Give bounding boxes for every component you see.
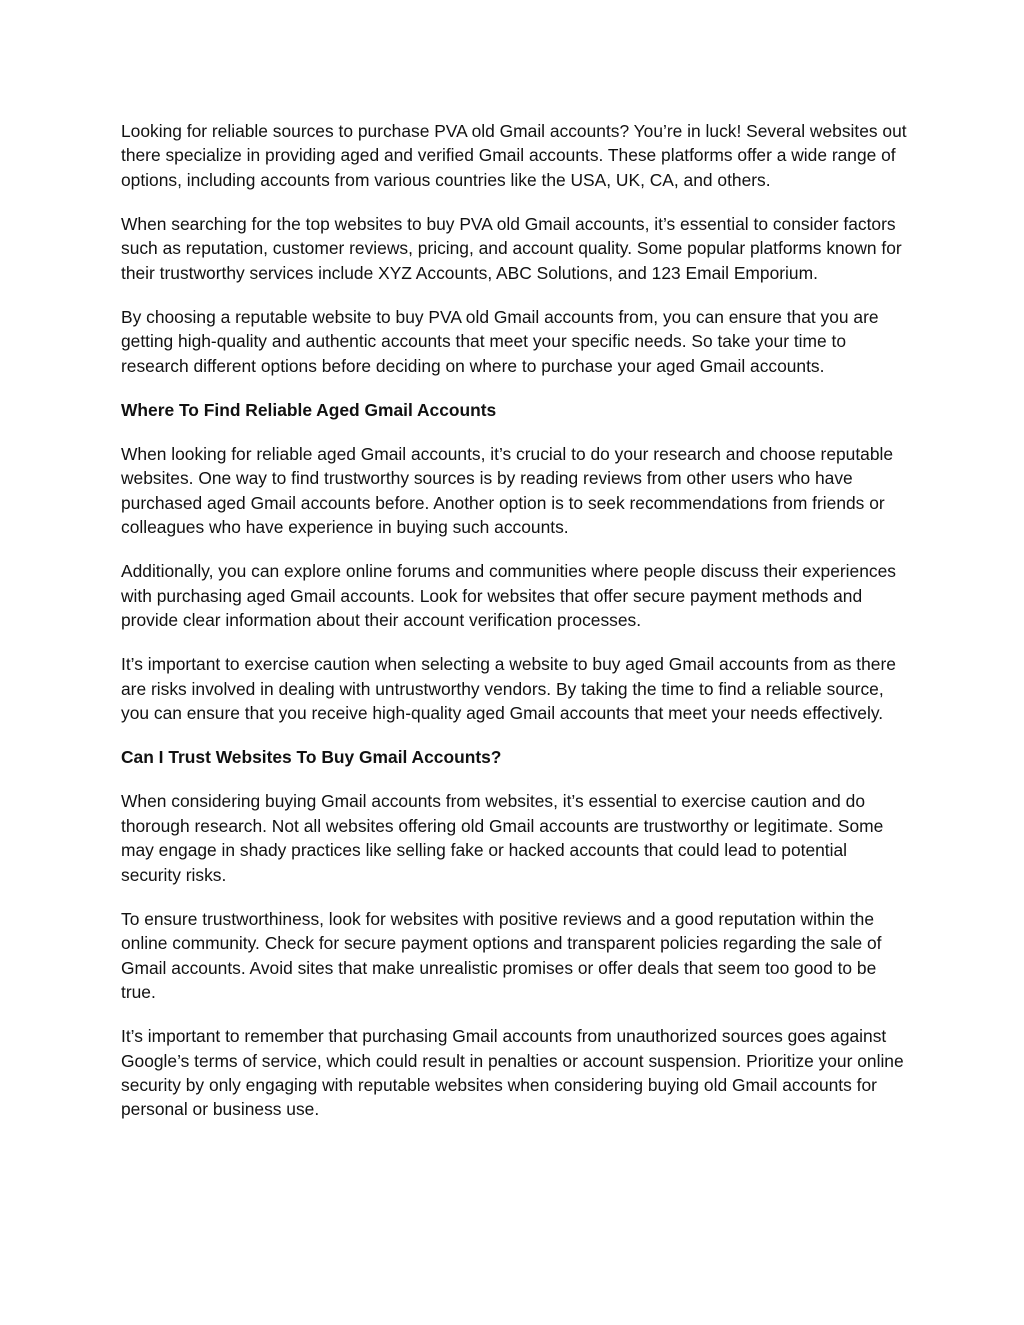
terms-of-service-paragraph: It’s important to remember that purchasing Gmail accounts from unauthorized sources goes against Google’s terms of service, which could result in penalties or account suspension. Prioritize your online security by only engaging with reputable websites when considering buying old Gmail accounts for personal or business use. [121,1026,904,1120]
considering-buying-paragraph: When considering buying Gmail accounts from websites, it’s essential to exercise caution and do thorough research. Not all websites offering old Gmail accounts are trustworthy or legitimate. Some may engage in shady practices like selling fake or hacked accounts that could lead to potential security risks. [121,791,884,885]
document-page [121,119,911,1141]
reputable-website-paragraph: By choosing a reputable website to buy PVA old Gmail accounts from, you can ensure that you are getting high-quality and authentic accounts that meet your specific needs. So take your time to research different options before deciding on where to purchase your aged Gmail accounts. [121,306,879,376]
section-heading-reliable-aged-accounts: Where To Find Reliable Aged Gmail Accounts [121,399,497,420]
research-paragraph: When looking for reliable aged Gmail accounts, it’s crucial to do your research and choose reputable websites. One way to find trustworthy sources is by reading reviews from other users who have purchased aged Gmail accounts before. Another option is to seek recommendations from friends or colleagues who have experience in buying such accounts. [121,443,894,538]
section-heading-trust-websites: Can I Trust Websites To Buy Gmail Accounts? [121,747,502,768]
top-websites-paragraph: When searching for the top websites to buy PVA old Gmail accounts, it’s essential to consider factors such as reputation, customer reviews, pricing, and account quality. Some popular platforms known for their trustworthy services include XYZ Accounts, ABC Solutions, and 123 Email Emporium. [121,213,902,283]
caution-paragraph: It’s important to exercise caution when selecting a website to buy aged Gmail accounts from as there are risks involved in dealing with untrustworthy vendors. By taking the time to find a reliable source, you can ensure that you receive high-quality aged Gmail accounts that meet your needs effectively. [121,654,896,724]
intro-paragraph: Looking for reliable sources to purchase PVA old Gmail accounts? You’re in luck! Several websites out there specialize in providing aged and verified Gmail accounts. These platforms offer a wide range of options, including accounts from various countries like the USA, UK, CA, and others. [121,121,907,190]
forums-paragraph: Additionally, you can explore online forums and communities where people discuss their experiences with purchasing aged Gmail accounts. Look for websites that offer secure payment methods and provide clear information about their account verification processes. [121,561,896,631]
trustworthiness-paragraph: To ensure trustworthiness, look for websites with positive reviews and a good reputation within the online community. Check for secure payment options and transparent policies regarding the sale of Gmail accounts. Avoid sites that make unrealistic promises or offer deals that seem too good to be true. [121,908,882,1003]
